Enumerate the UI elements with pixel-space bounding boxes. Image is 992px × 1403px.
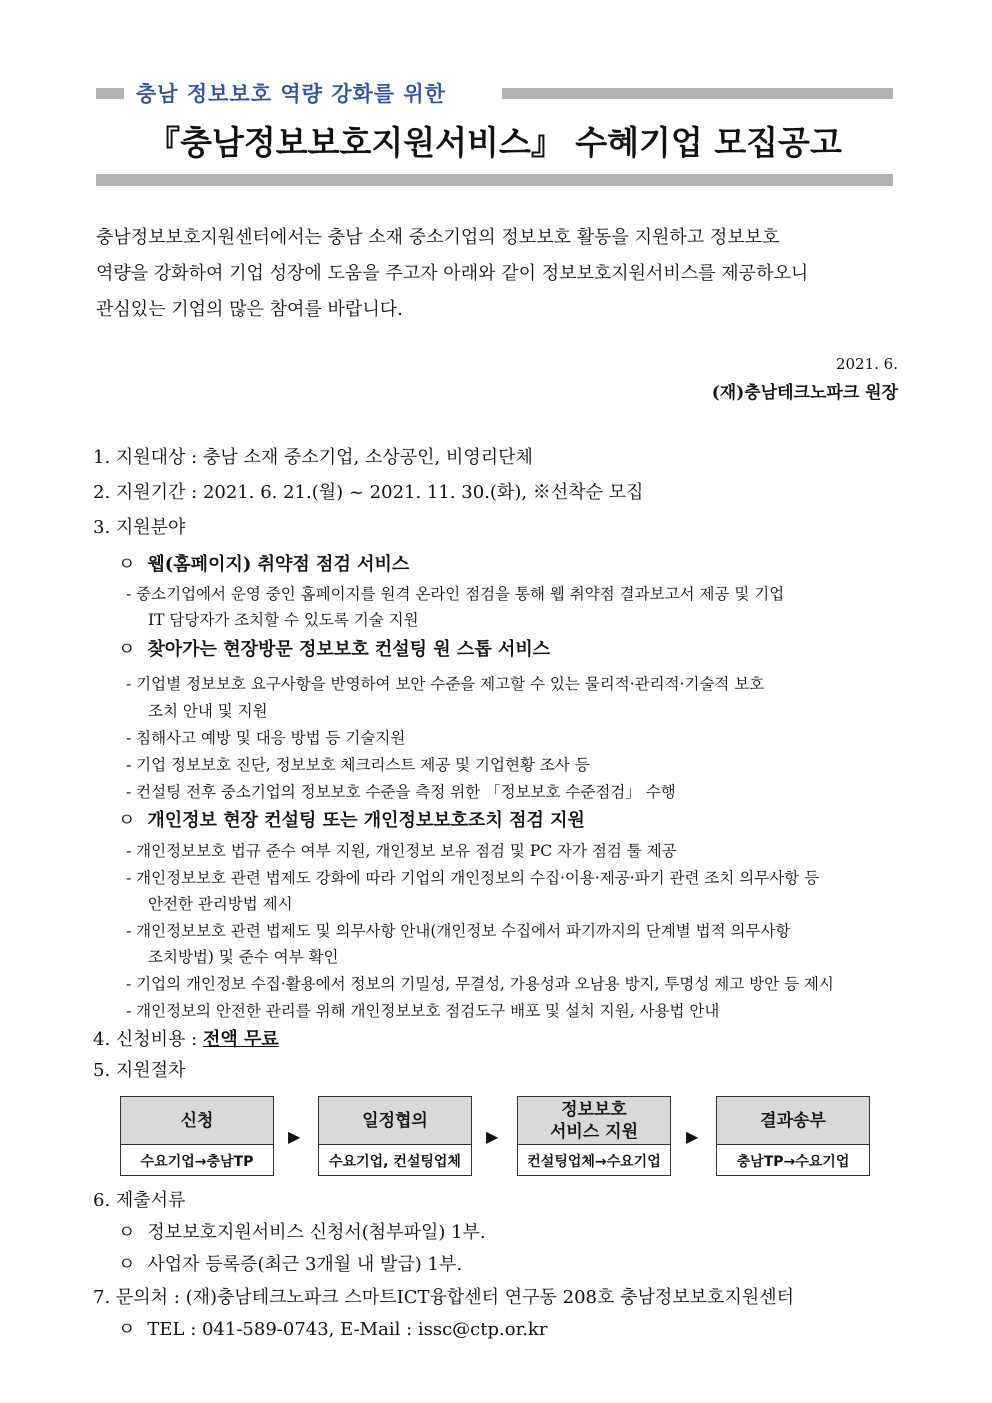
section-cost [93,1025,279,1055]
bullet: - 개인정보의 안전한 관리를 위해 개인정보보호 점검도구 배포 및 설치 지원, 사용법 안내 [126,1002,720,1020]
section-procedure: 5. 지원절차 [93,1060,186,1081]
issuer-org: (재)충남테크노파크 원장 [711,383,898,403]
process-step-title: 정보보호 서비스 지원 [518,1097,670,1145]
notice-date: 2021. 6. [835,355,898,373]
process-step-title: 결과송부 [717,1097,869,1145]
process-arrow-icon: ▶ [686,1127,699,1146]
process-arrow-icon: ▶ [486,1127,499,1146]
document-item [118,1250,462,1280]
bullet: - 기업의 개인정보 수집·활용에서 정보의 기밀성, 무결성, 가용성과 오남용 방지, 투명성 제고 방안 등 제시 [126,975,834,993]
field-web-title-text: 웹(홈페이지) 취약점 점검 서비스 [147,554,410,575]
field-consulting-title [118,636,550,664]
page-title: 『충남정보보호지원서비스』 수혜기업 모집공고 [147,123,842,162]
process-step-actor: 수요기업, 컨설팅업체 [329,1154,461,1170]
subtitle-bar-right [502,88,893,99]
circle-bullet: ㅇ [118,1254,136,1275]
circle-bullet: ㅇ [118,1222,136,1243]
title-underline-bar [96,174,893,186]
process-step-actor: 수요기업→충남TP [140,1154,254,1170]
subtitle: 충남 정보보호 역량 강화를 위한 [136,82,446,106]
process-step-apply [120,1096,274,1176]
field-web-title [118,551,409,579]
circle-bullet: ㅇ [118,639,136,660]
bullet: - 기업별 정보보호 요구사항을 반영하여 보안 수준을 제고할 수 있는 물리적·관리적·기술적 보호 [126,675,765,693]
circle-bullet: ㅇ [118,554,136,575]
circle-bullet: ㅇ [118,810,136,831]
section-fields: 3. 지원분야 [93,517,186,538]
intro-line: 역량을 강화하여 기업 성장에 도움을 주고자 아래와 같이 정보보호지원서비스를 제공하오니 [96,263,809,284]
bullet: - 침해사고 예방 및 대응 방법 등 기술지원 [126,729,406,747]
section-period: 2. 지원기간 : 2021. 6. 21.(월) ~ 2021. 11. 30.(화), ※선착순 모집 [93,482,644,503]
process-step-schedule [318,1096,472,1176]
bullet: - 중소기업에서 운영 중인 홈페이지를 원격 온라인 점검을 통해 웹 취약점 결과보고서 제공 및 기업 [126,585,785,603]
document-item-text: 정보보호지원서비스 신청서(첨부파일) 1부. [147,1222,486,1243]
bullet-continued: 조치방법) 및 준수 여부 확인 [148,948,339,966]
process-step-actor: 컨설팅업체→수요기업 [527,1154,661,1170]
process-step-title: 신청 [121,1097,273,1145]
document-item [118,1218,486,1248]
process-step-result [716,1096,870,1176]
subtitle-bar-left [96,88,124,99]
bullet-continued: 조치 안내 및 지원 [148,702,268,720]
contact-text: TEL : 041-589-0743, E-Mail : issc@ctp.or.kr [147,1319,548,1340]
circle-bullet: ㅇ [118,1319,136,1340]
process-step-service [517,1096,671,1176]
intro-paragraph [96,220,898,328]
subtitle-row [96,79,893,109]
field-privacy-title [118,807,585,835]
field-privacy-title-text: 개인정보 현장 컨설팅 또는 개인정보보호조치 점검 지원 [147,810,585,831]
section-cost-label: 4. 신청비용 : [93,1029,203,1050]
contact-line [118,1315,547,1345]
section-cost-value: 전액 무료 [202,1029,279,1050]
section-target: 1. 지원대상 : 충남 소재 중소기업, 소상공인, 비영리단체 [93,447,533,468]
intro-line: 관심있는 기업의 많은 참여를 바랍니다. [96,299,403,320]
section-documents: 6. 제출서류 [93,1190,186,1211]
field-consulting-title-text: 찾아가는 현장방문 정보보호 컨설팅 원 스톱 서비스 [147,639,551,660]
process-arrow-icon: ▶ [288,1127,301,1146]
bullet: - 개인정보보호 법규 준수 여부 지원, 개인정보 보유 점검 및 PC 자가 점검 툴 제공 [126,842,677,860]
process-step-actor: 충남TP→수요기업 [736,1154,850,1170]
bullet: - 기업 정보보호 진단, 정보보호 체크리스트 제공 및 기업현황 조사 등 [126,756,590,774]
bullet: - 개인정보보호 관련 법제도 강화에 따라 기업의 개인정보의 수집·이용·제공·파기 관련 조치 의무사항 등 [126,869,820,887]
bullet: - 개인정보보호 관련 법제도 및 의무사항 안내(개인정보 수집에서 파기까지의 단계별 법적 의무사항 [126,922,791,940]
section-contact: 7. 문의처 : (재)충남테크노파크 스마트ICT융합센터 연구동 208호 충남정보보호지원센터 [93,1287,794,1308]
bullet-continued: IT 담당자가 조치할 수 있도록 기술 지원 [148,611,419,629]
bullet-continued: 안전한 관리방법 제시 [148,895,293,913]
bullet: - 컨설팅 전후 중소기업의 정보보호 수준을 측정 위한 「정보보호 수준점검」 수행 [126,783,676,801]
intro-line: 충남정보보호지원센터에서는 충남 소재 중소기업의 정보보호 활동을 지원하고 정보보호 [96,227,780,248]
document-item-text: 사업자 등록증(최근 3개월 내 발급) 1부. [147,1254,463,1275]
process-step-title: 일정협의 [319,1097,471,1145]
